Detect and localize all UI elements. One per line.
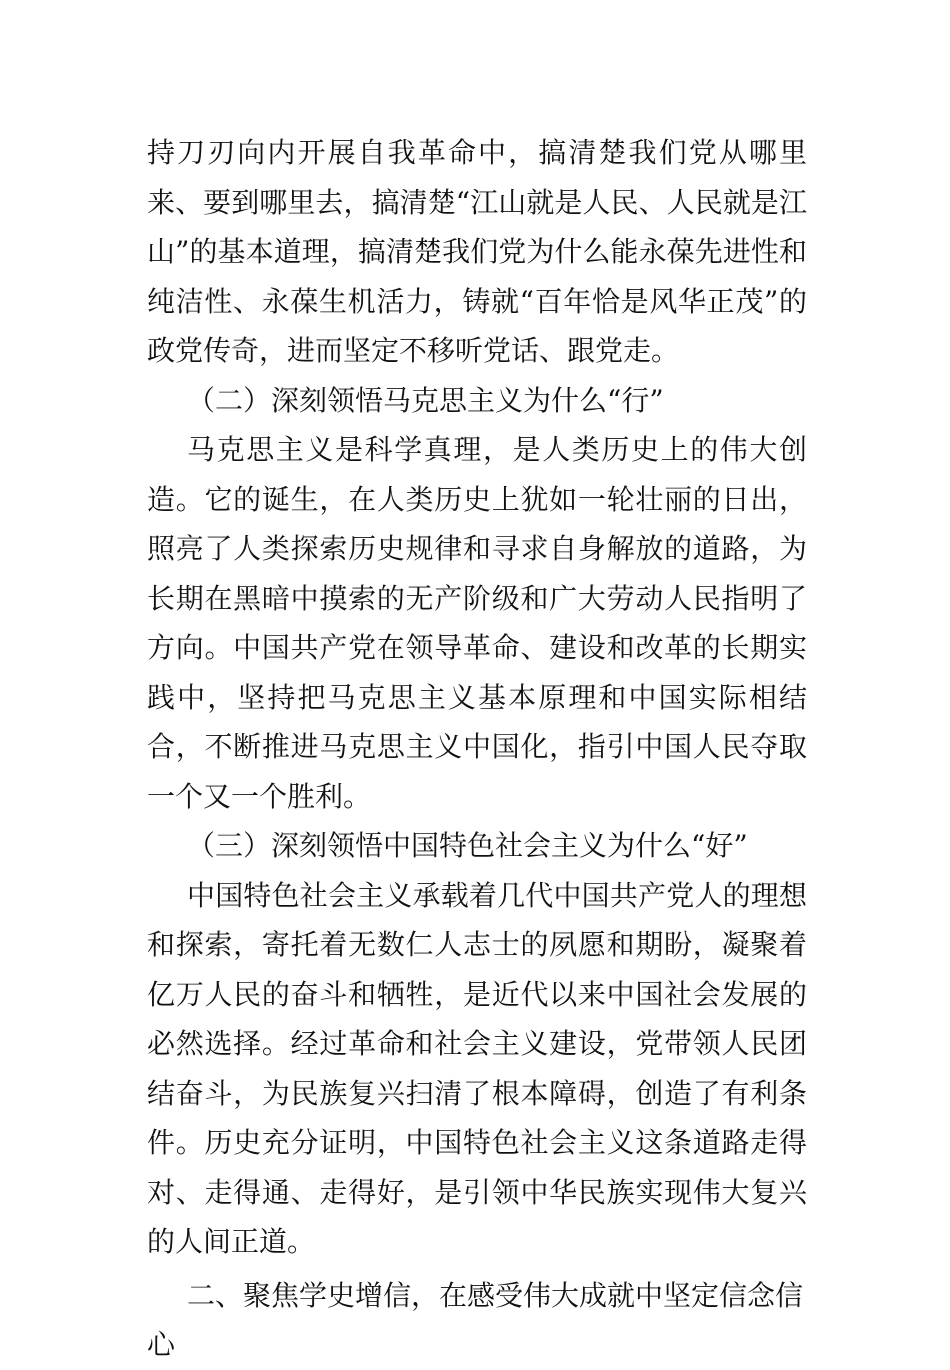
body-paragraph-continued: 持刀刃向内开展自我革命中，搞清楚我们党从哪里来、要到哪里去，搞清楚“江山就是人民、人民就是江山”的基本道理，搞清楚我们党为什么能永葆先进性和纯洁性、永葆生机活力，铸就“百年恰是风华正茂”的政党传奇，进而坚定不移听党话、跟党走。 bbox=[147, 136, 807, 367]
body-paragraph-marxism: 马克思主义是科学真理，是人类历史上的伟大创造。它的诞生，在人类历史上犹如一轮壮丽的日出，照亮了人类探索历史规律和寻求自身解放的道路，为长期在黑暗中摸索的无产阶级和广大劳动人民指明了方向。中国共产党在领导革命、建设和改革的长期实践中，坚持把马克思主义基本原理和中国实际相结合，不断推进马克思主义中国化，指引中国人民夺取一个又一个胜利。 bbox=[147, 433, 807, 813]
section-heading-two: （二）深刻领悟马克思主义为什么“行” bbox=[187, 383, 664, 417]
chapter-heading-two: 二、聚焦学史增信，在感受伟大成就中坚定信念信心 bbox=[147, 1278, 804, 1361]
section-heading-three: （三）深刻领悟中国特色社会主义为什么“好” bbox=[187, 829, 748, 862]
body-paragraph-socialism: 中国特色社会主义承载着几代中国共产党人的理想和探索，寄托着无数仁人志士的夙愿和期盼，凝聚着亿万人民的奋斗和牺牲，是近代以来中国社会发展的必然选择。经过革命和社会主义建设，党带领人民团结奋斗，为民族复兴扫清了根本障碍，创造了有利条件。历史充分证明，中国特色社会主义这条道路走得对、走得通、走得好，是引领中华民族实现伟大复兴的人间正道。 bbox=[147, 878, 807, 1258]
document-body bbox=[147, 128, 807, 1370]
